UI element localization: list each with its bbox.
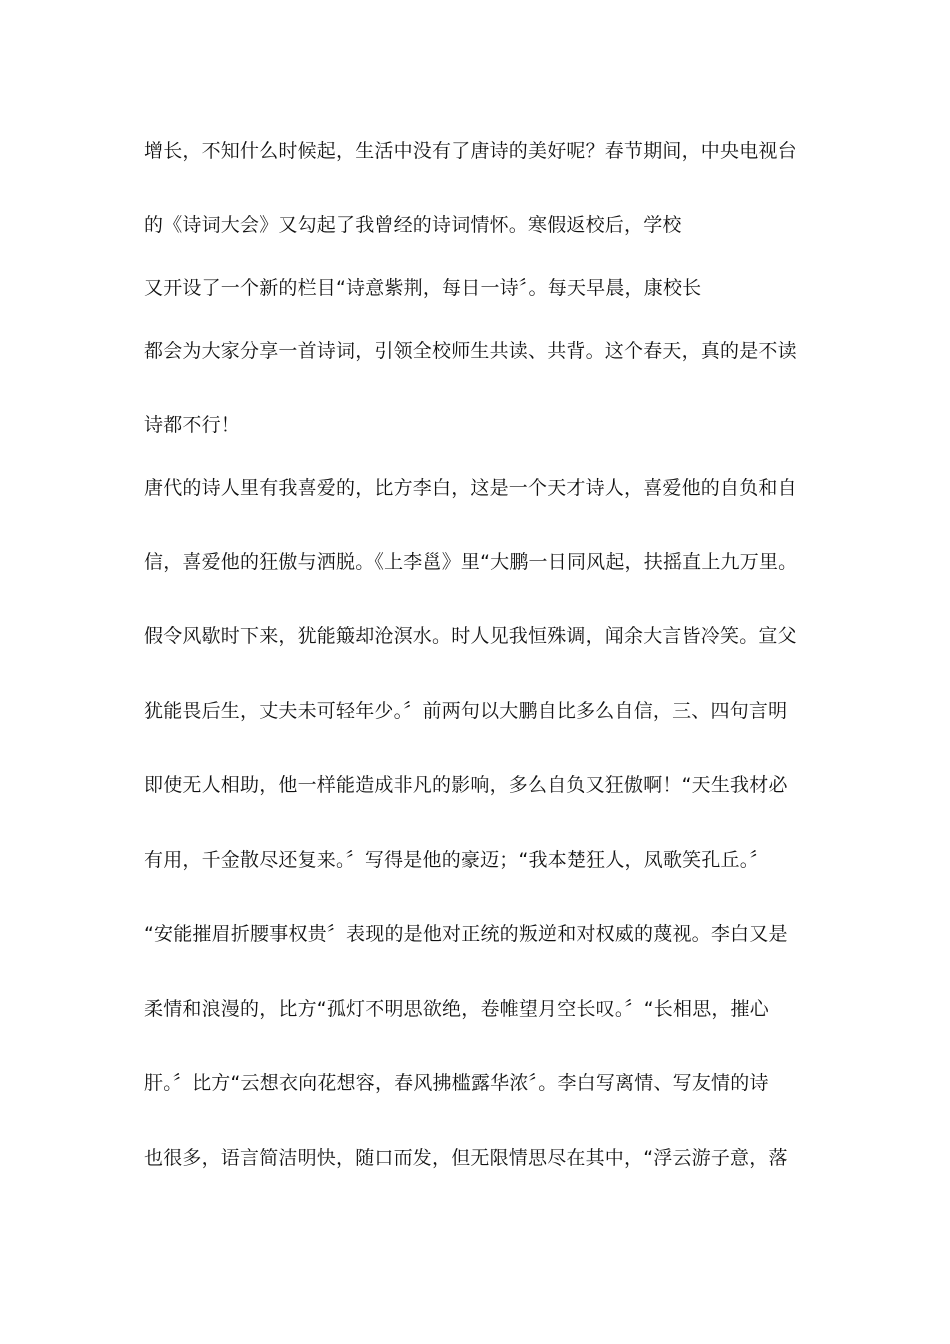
text-line: 也很多，语言简洁明快，随口而发，但无限情思尽在其中，“浮云游子意，落 xyxy=(144,1147,788,1169)
text-line: 信，喜爱他的狂傲与洒脱。《上李邕》里“大鹏一日同风起，扶摇直上九万里。 xyxy=(144,551,798,573)
text-line: 增长，不知什么时候起，生活中没有了唐诗的美好呢？春节期间，中央电视台 xyxy=(144,140,797,162)
text-line: 的《诗词大会》又勾起了我曾经的诗词情怀。寒假返校后，学校 xyxy=(144,214,682,236)
text-line: 肝。〞比方“云想衣向花想容，春风拂槛露华浓〞。李白写离情、写友情的诗 xyxy=(144,1072,769,1094)
text-line: 都会为大家分享一首诗词，引领全校师生共读、共背。这个春天，真的是不读 xyxy=(144,340,797,362)
text-line: 唐代的诗人里有我喜爱的，比方李白，这是一个天才诗人，喜爱他的自负和自 xyxy=(144,477,797,499)
text-line: 即使无人相助，他一样能造成非凡的影响，多么自负又狂傲啊！“天生我材必 xyxy=(144,774,788,796)
text-line: 有用，千金散尽还复来。〞写得是他的豪迈；“我本楚狂人，凤歌笑孔丘。〞 xyxy=(144,849,769,871)
text-line: 柔情和浪漫的，比方“孤灯不明思欲绝，卷帷望月空长叹。〞“长相思，摧心 xyxy=(144,998,769,1020)
text-line: 诗都不行！ xyxy=(144,414,241,436)
text-line: 犹能畏后生，丈夫未可轻年少。〞前两句以大鹏自比多么自信，三、四句言明 xyxy=(144,700,788,722)
text-line: 又开设了一个新的栏目“诗意紫荆，每日一诗〞。每天早晨，康校长 xyxy=(144,277,702,299)
text-line: 假令风歇时下来，犹能簸却沧溟水。时人见我恒殊调，闻余大言皆冷笑。宣父 xyxy=(144,625,797,647)
text-line: “安能摧眉折腰事权贵〞表现的是他对正统的叛逆和对权威的蔑视。李白又是 xyxy=(144,923,788,945)
